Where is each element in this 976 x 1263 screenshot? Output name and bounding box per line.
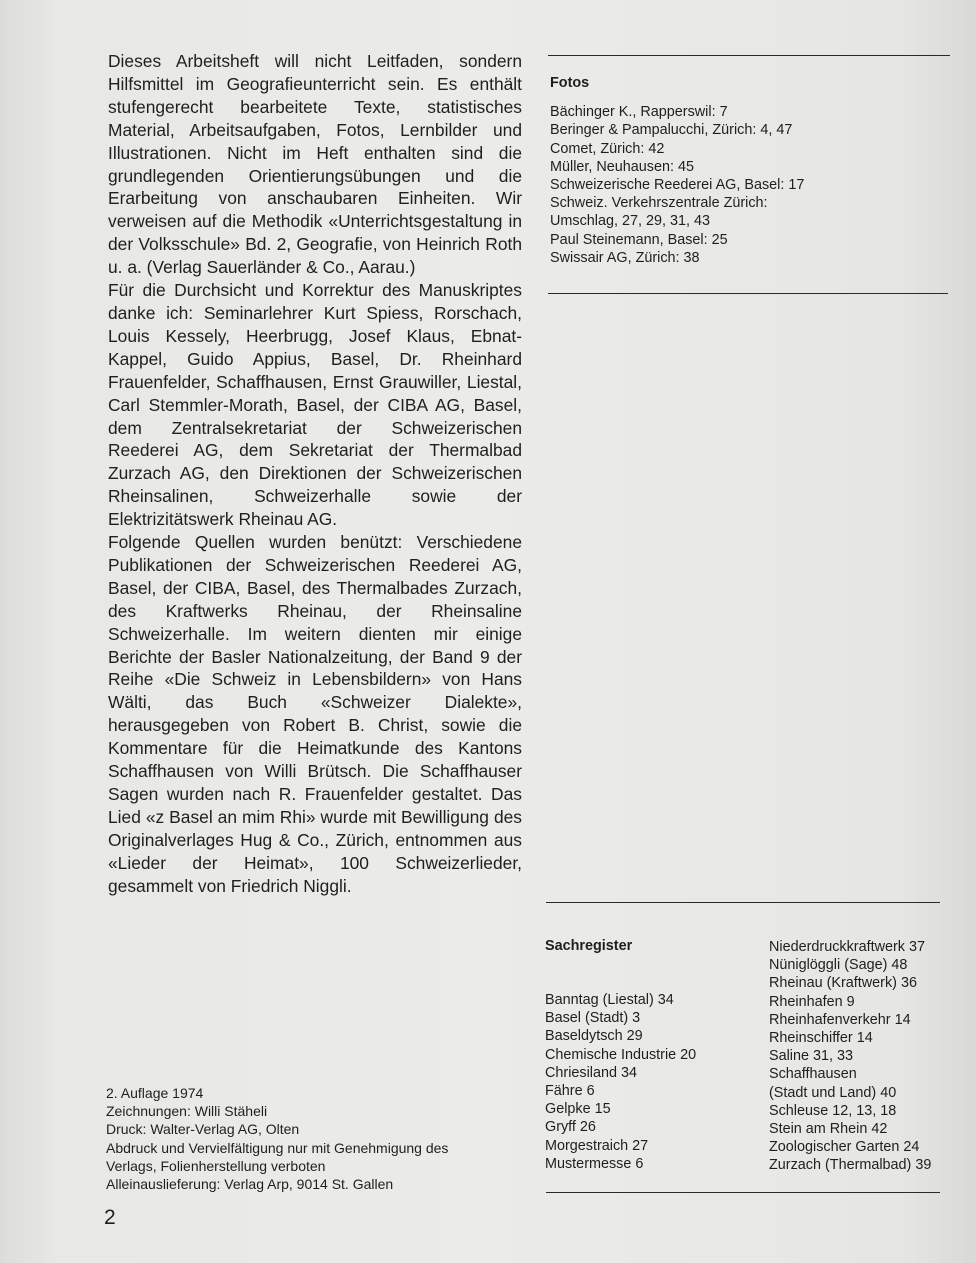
index-entry: Chemische Industrie 20 bbox=[545, 1046, 697, 1063]
imprint-line: Zeichnungen: Willi Stäheli bbox=[106, 1103, 268, 1120]
photo-credits-heading: Fotos bbox=[550, 75, 590, 91]
index-entry: Banntag (Liestal) 34 bbox=[545, 992, 674, 1008]
divider-rule bbox=[548, 55, 950, 56]
photo-credit-entry: Swissair AG, Zürich: 38 bbox=[550, 249, 700, 266]
index-entry: Schaffhausen bbox=[769, 1066, 857, 1083]
index-entry: Rheinhafen 9 bbox=[769, 993, 855, 1010]
index-entry: Gelpke 15 bbox=[545, 1101, 611, 1118]
index-entry: Rheinschiffer 14 bbox=[769, 1030, 873, 1047]
index-entry: (Stadt und Land) 40 bbox=[769, 1084, 897, 1101]
page-number: 2 bbox=[104, 1206, 116, 1229]
index-entry: Fähre 6 bbox=[545, 1083, 595, 1100]
divider-rule bbox=[546, 902, 940, 903]
imprint-line: Druck: Walter-Verlag AG, Olten bbox=[106, 1121, 300, 1138]
divider-rule bbox=[546, 1192, 940, 1193]
photo-credit-entry: Müller, Neuhausen: 45 bbox=[550, 158, 694, 175]
index-entry: Schleuse 12, 13, 18 bbox=[769, 1102, 897, 1119]
index-column-right bbox=[769, 938, 959, 1175]
index-entry: Basel (Stadt) 3 bbox=[545, 1010, 641, 1027]
index-entry: Nüniglöggli (Sage) 48 bbox=[769, 957, 908, 974]
photo-credit-entry: Comet, Zürich: 42 bbox=[550, 140, 665, 157]
imprint-line: Abdruck und Vervielfältigung nur mit Genehmigung des bbox=[106, 1139, 449, 1156]
imprint-line: 2. Auflage 1974 bbox=[106, 1085, 204, 1101]
index-entry: Zoologischer Garten 24 bbox=[769, 1139, 920, 1156]
photo-credit-entry: Schweizerische Reederei AG, Basel: 17 bbox=[550, 177, 805, 194]
photo-credit-entry: Paul Steinemann, Basel: 25 bbox=[550, 231, 728, 248]
divider-rule bbox=[548, 293, 948, 294]
index-entry: Morgestraich 27 bbox=[545, 1137, 649, 1154]
imprint-line: Alleinauslieferung: Verlag Arp, 9014 St. Gallen bbox=[106, 1176, 394, 1193]
imprint bbox=[106, 1084, 536, 1193]
index-entry: Baseldytsch 29 bbox=[545, 1028, 643, 1045]
photo-credit-entry: Bächinger K., Rapperswil: 7 bbox=[550, 104, 728, 121]
preface-text bbox=[108, 50, 522, 898]
photo-credit-entry: Beringer & Pampalucchi, Zürich: 4, 47 bbox=[550, 122, 793, 139]
imprint-line: Verlags, Folienherstellung verboten bbox=[106, 1157, 326, 1174]
index-entry: Stein am Rhein 42 bbox=[769, 1121, 888, 1138]
index-entry: Gryff 26 bbox=[545, 1119, 596, 1136]
index-column-left bbox=[545, 991, 760, 1173]
photo-credits bbox=[550, 74, 950, 267]
photo-credit-entry: Schweiz. Verkehrszentrale Zürich: bbox=[550, 195, 768, 212]
index-entry: Rheinhafenverkehr 14 bbox=[769, 1011, 911, 1028]
index-heading: Sachregister bbox=[545, 938, 633, 954]
index-entry: Saline 31, 33 bbox=[769, 1048, 854, 1065]
index-entry: Rheinau (Kraftwerk) 36 bbox=[769, 975, 917, 992]
preface-paragraph-2: Für die Durchsicht und Korrektur des Manuskriptes danke ich: Seminarlehrer Kurt Spiess, Rorschach, Louis Kessely, Heerbrugg, Josef Klaus, Ebnat-Kappel, Guido Appius, Basel, Dr. Rheinhard Frauenfelder, Schaffhausen, Ernst Grauwiller, Liestal, Carl Stemmler-Morath, Basel, der CIBA AG, Basel, dem Zentralsekretariat der Schweizerischen Reederei AG, dem Sekretariat der Thermalbad Zurzach AG, den Direktionen der Schweizerischen Rheinsalinen, Schweizerhalle sowie der Elektrizitätswerk Rheinau AG. bbox=[108, 280, 522, 530]
index-entry: Chriesiland 34 bbox=[545, 1064, 637, 1081]
preface-paragraph-1: Dieses Arbeitsheft will nicht Leitfaden, sondern Hilfsmittel im Geografieunterricht sein. Es enthält stufengerecht bearbeitete Texte, statistisches Material, Arbeitsaufgaben, Fotos, Lernbilder und Illustrationen. Nicht im Heft enthalten sind die grundlegenden Orientierungsübungen und die Erarbeitung von anschaubaren Einheiten. Wir verweisen auf die Methodik «Unterrichtsgestaltung in der Volksschule» Bd. 2, Geografie, von Heinrich Roth u. a. (Verlag Sauerländer & Co., Aarau.) bbox=[108, 51, 522, 278]
index-entry: Niederdruckkraftwerk 37 bbox=[769, 939, 925, 955]
preface-paragraph-3: Folgende Quellen wurden benützt: Verschiedene Publikationen der Schweizerischen Reederei AG, Basel, der CIBA, Basel, des Thermalbades Zurzach, des Kraftwerks Rheinau, der Rheinsaline Schweizerhalle. Im weitern dienten mir einige Berichte der Basler Nationalzeitung, der Band 9 der Reihe «Die Schweiz in Lebensbildern» von Hans Wälti, das Buch «Schweizer Dialekte», herausgegeben von Robert B. Christ, sowie die Kommentare für die Heimatkunde des Kantons Schaffhausen von Willi Brütsch. Die Schaffhauser Sagen wurden nach R. Frauenfelder gestaltet. Das Lied «z Basel an mim Rhi» wurde mit Bewilligung des Originalverlages Hug & Co., Zürich, entnommen aus «Lieder der Heimat», 100 Schweizerlieder, gesammelt von Friedrich Niggli. bbox=[108, 532, 522, 896]
index-entry: Mustermesse 6 bbox=[545, 1155, 644, 1172]
index-entry: Zurzach (Thermalbad) 39 bbox=[769, 1157, 932, 1174]
photo-credit-entry: Umschlag, 27, 29, 31, 43 bbox=[550, 213, 710, 230]
